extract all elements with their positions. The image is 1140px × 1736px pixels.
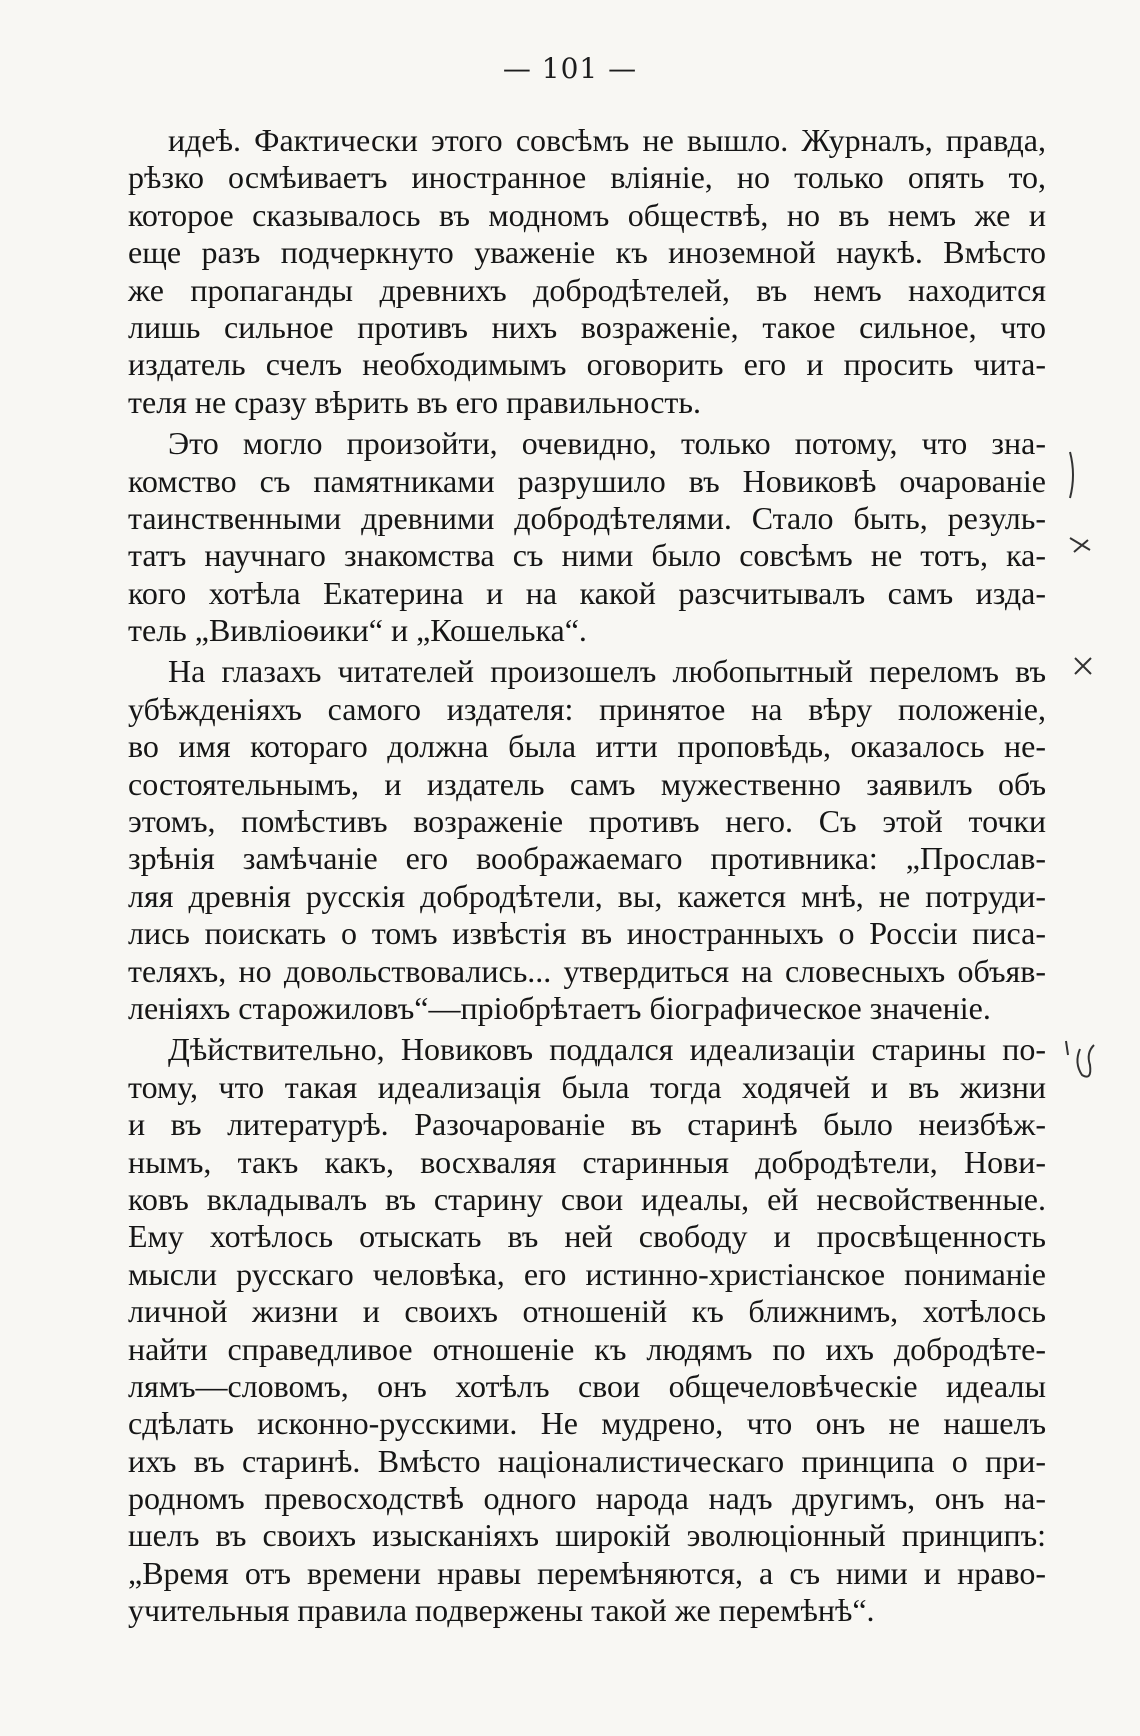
text-line: которое сказывалось въ модномъ обществѣ, но въ немъ же и (128, 196, 1046, 233)
paragraph (128, 122, 1046, 421)
text-line: На глазахъ читателей произошелъ любопытный переломъ въ (168, 653, 1046, 690)
margin-scribble-mark (1060, 1035, 1100, 1085)
text-line: же пропаганды древнихъ добродѣтелей, въ немъ находится (128, 271, 1046, 308)
text-line: Ему хотѣлось отыскать въ ней свободу и просвѣщенность (128, 1218, 1046, 1255)
body-text (128, 122, 1046, 1634)
text-line: ковъ вкладывалъ въ старину свои идеалы, ей несвойственные. (128, 1180, 1046, 1217)
text-line: кого хотѣла Екатерина и на какой разсчитывалъ самъ изда- (128, 574, 1046, 611)
text-line: личной жизни и своихъ отношеній къ ближнимъ, хотѣлось (128, 1293, 1046, 1330)
text-line: мысли русскаго человѣка, его истинно-христіанское пониманіе (128, 1255, 1046, 1292)
text-line: и въ литературѣ. Разочарованіе въ старинѣ было неизбѣж- (128, 1106, 1046, 1143)
page-number: — 101 — (502, 52, 638, 85)
paragraph (128, 1031, 1046, 1629)
margin-bracket-mark (1066, 450, 1080, 500)
text-line: издатель счелъ необходимымъ оговорить его и просить чита- (128, 346, 1046, 383)
text-line: тому, что такая идеализація была тогда ходячей и въ жизни (128, 1068, 1046, 1105)
paragraph (128, 653, 1046, 1027)
text-line: идеѣ. Фактически этого совсѣмъ не вышло. Журналъ, правда, (168, 122, 1046, 158)
text-line: лишь сильное противъ нихъ возраженіе, такое сильное, что (128, 308, 1046, 345)
text-line: шелъ въ своихъ изысканіяхъ широкій эволюціонный принципъ: (128, 1517, 1046, 1554)
margin-cross-mark (1072, 655, 1094, 677)
paragraph (128, 425, 1046, 649)
text-line: Это могло произойти, очевидно, только потому, что зна- (168, 425, 1046, 462)
text-line: „Время отъ времени нравы перемѣняются, а съ ними и нраво- (128, 1554, 1046, 1591)
text-line: родномъ превосходствѣ одного народа надъ другимъ, онъ на- (128, 1480, 1046, 1517)
text-line: комство съ памятниками разрушило въ Новиковѣ очарованіе (128, 462, 1046, 499)
text-line: теля не сразу вѣрить въ его правильность. (128, 383, 701, 420)
text-line: ихъ въ старинѣ. Вмѣсто націоналистическаго принципа о при- (128, 1442, 1046, 1479)
text-line: сдѣлать исконно-русскими. Не мудрено, что онъ не нашелъ (128, 1405, 1046, 1442)
text-line: состоятельнымъ, и издатель самъ мужественно заявилъ объ (128, 765, 1046, 802)
text-line: леніяхъ старожиловъ“—пріобрѣтаетъ біографическое значеніе. (128, 989, 991, 1026)
text-line: во имя котораго должна была итти проповѣдь, оказалось не- (128, 728, 1046, 765)
text-line: нымъ, такъ какъ, восхваляя старинныя добродѣтели, Нови- (128, 1143, 1046, 1180)
text-line: учительныя правила подвержены такой же перемѣнѣ“. (128, 1592, 875, 1629)
text-line: убѣжденіяхъ самого издателя: принятое на вѣру положеніе, (128, 690, 1046, 727)
text-line: найти справедливое отношеніе къ людямъ по ихъ добродѣте- (128, 1330, 1046, 1367)
text-line: зрѣнія замѣчаніе его воображаемаго противника: „Прослав- (128, 840, 1046, 877)
text-line: Дѣйствительно, Новиковъ поддался идеализаціи старины по- (168, 1031, 1046, 1068)
text-line: тель „Вивліоѳики“ и „Кошелька“. (128, 612, 587, 649)
text-line: ляя древнія русскія добродѣтели, вы, кажется мнѣ, не потруди- (128, 877, 1046, 914)
text-line: таинственными древними добродѣтелями. Стало быть, резуль- (128, 499, 1046, 536)
text-line: еще разъ подчеркнуто уваженіе къ иноземной наукѣ. Вмѣсто (128, 234, 1046, 271)
text-line: теляхъ, но довольствовались... утвердиться на словесныхъ объяв- (128, 952, 1046, 989)
text-line: этомъ, помѣстивъ возраженіе противъ него. Съ этой точки (128, 803, 1046, 840)
text-line: татъ научнаго знакомства съ ними было совсѣмъ не тотъ, ка- (128, 537, 1046, 574)
text-line: лись поискать о томъ извѣстія въ иностранныхъ о Россіи писа- (128, 915, 1046, 952)
margin-tick-mark (1066, 530, 1096, 560)
text-line: рѣзко осмѣиваетъ иностранное вліяніе, но только опять то, (128, 159, 1046, 196)
text-line: лямъ—словомъ, онъ хотѣлъ свои общечеловѣческіе идеалы (128, 1367, 1046, 1404)
